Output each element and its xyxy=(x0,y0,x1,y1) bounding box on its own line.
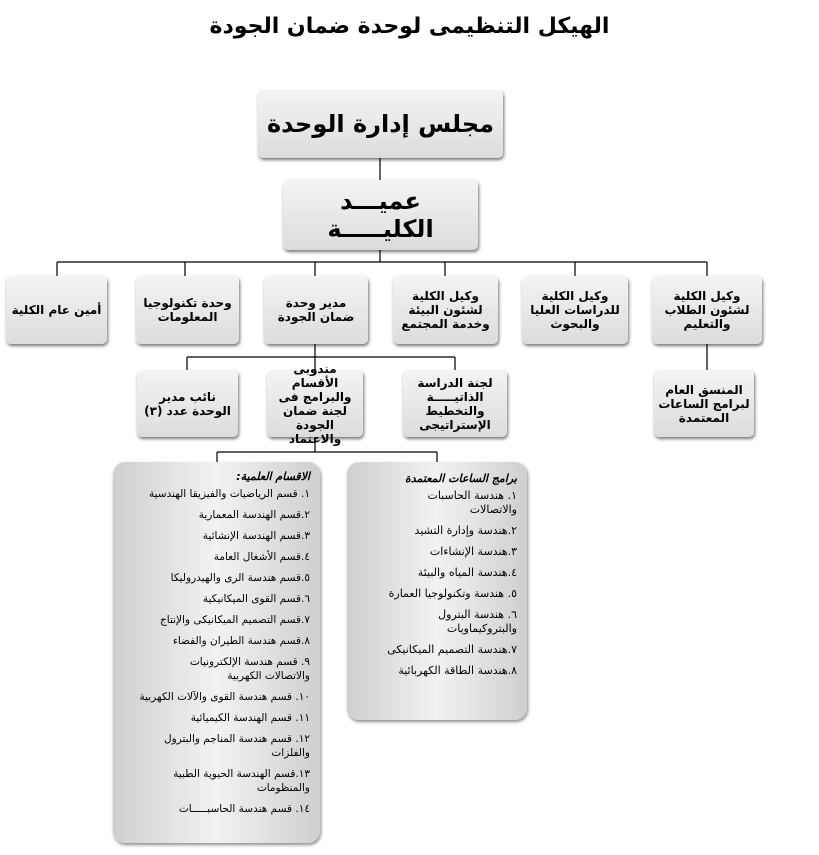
departments-list xyxy=(119,487,310,816)
vice-dean-postgrad-box: وكيل الكلية للدراسات العليا والبحوث xyxy=(522,276,628,344)
list-item: ١٤. قسم هندسة الحاسبـــــات xyxy=(178,803,310,815)
council-box: مجلس إدارة الوحدة xyxy=(258,90,503,158)
credit-programs-list xyxy=(355,489,517,678)
list-item: ٢.هندسة وإدارة التشيد xyxy=(414,524,517,537)
list-item: ٥. هندسة وتكنولوجيا العمارة xyxy=(388,587,517,600)
list-item: ٩. قسم هندسة الإلكترونيات والاتصالات الكهربية xyxy=(189,656,310,682)
list-item: ١٢. قسم هندسة المناجم والبترول والفلزات xyxy=(163,733,310,759)
list-item: ٦. هندسة البترول والبتروكيماويات xyxy=(438,608,517,635)
list-item: ٤.هندسة المياه والبيئة xyxy=(417,566,517,579)
list-item: ٧.قسم التصميم الميكانيكى والإنتاج xyxy=(159,614,310,626)
credit-programs-heading: برامج الساعات المعتمدة xyxy=(405,472,517,485)
departments-list-box xyxy=(113,462,320,843)
list-item: ١٣.قسم الهندسة الحيوية الطبية والمنظومات xyxy=(173,768,310,794)
dean-box: عميـــد الكليـــــة xyxy=(283,180,478,250)
departments-heading: الاقسام العلمية: xyxy=(236,470,310,483)
credit-coordinator-box: المنسق العام لبرامج الساعات المعتمدة xyxy=(654,370,754,437)
list-item: ٣.هندسة الإنشاءات xyxy=(429,545,517,558)
list-item: ٤.قسم الأشغال العامة xyxy=(213,551,310,563)
list-item: ١. قسم الرياضيات والفيزيقا الهندسية xyxy=(148,488,310,500)
list-item: ٨.قسم هندسة الطيران والفضاء xyxy=(172,635,310,647)
list-item: ١٠. قسم هندسة القوى والآلات الكهربية xyxy=(139,691,310,703)
list-item: ٣.قسم الهندسة الإنشائية xyxy=(202,530,310,542)
vice-dean-environment-box: وكيل الكلية لشئون البيئة وخدمة المجتمع xyxy=(393,276,498,344)
list-item: ١. هندسة الحاسبات والاتصالات xyxy=(427,489,517,516)
page-title: الهيكل التنظيمى لوحدة ضمان الجودة xyxy=(209,14,610,39)
list-item: ٥.قسم هندسة الرى والهيدروليكا xyxy=(170,572,310,584)
self-study-committee-box: لجنة الدراسة الذاتيـــــة والتخطيط الإستراتيجى xyxy=(403,370,507,437)
list-item: ٢.قسم الهندسة المعمارية xyxy=(198,509,310,521)
credit-programs-list-box xyxy=(347,462,527,720)
deputy-director-box: نائب مدير الوحدة عدد (٣) xyxy=(137,370,238,437)
department-representatives-box: مندوبى الأقسام والبرامج فى لجنة ضمان الجودة والاعتماد xyxy=(267,370,363,437)
secretary-general-box: أمين عام الكلية xyxy=(6,276,107,344)
vice-dean-students-box: وكيل الكلية لشئون الطلاب والتعليم xyxy=(652,276,762,344)
it-unit-box: وحدة تكنولوجيا المعلومات xyxy=(136,276,239,344)
list-item: ٦.قسم القوى الميكانيكية xyxy=(202,593,310,605)
list-item: ٨.هندسة الطاقة الكهربائية xyxy=(398,664,517,677)
list-item: ١١. قسم الهندسة الكيميائية xyxy=(190,712,310,724)
quality-director-box: مدير وحدة ضمان الجودة xyxy=(264,276,368,344)
list-item: ٧.هندسة التصميم الميكانيكى xyxy=(387,643,517,656)
